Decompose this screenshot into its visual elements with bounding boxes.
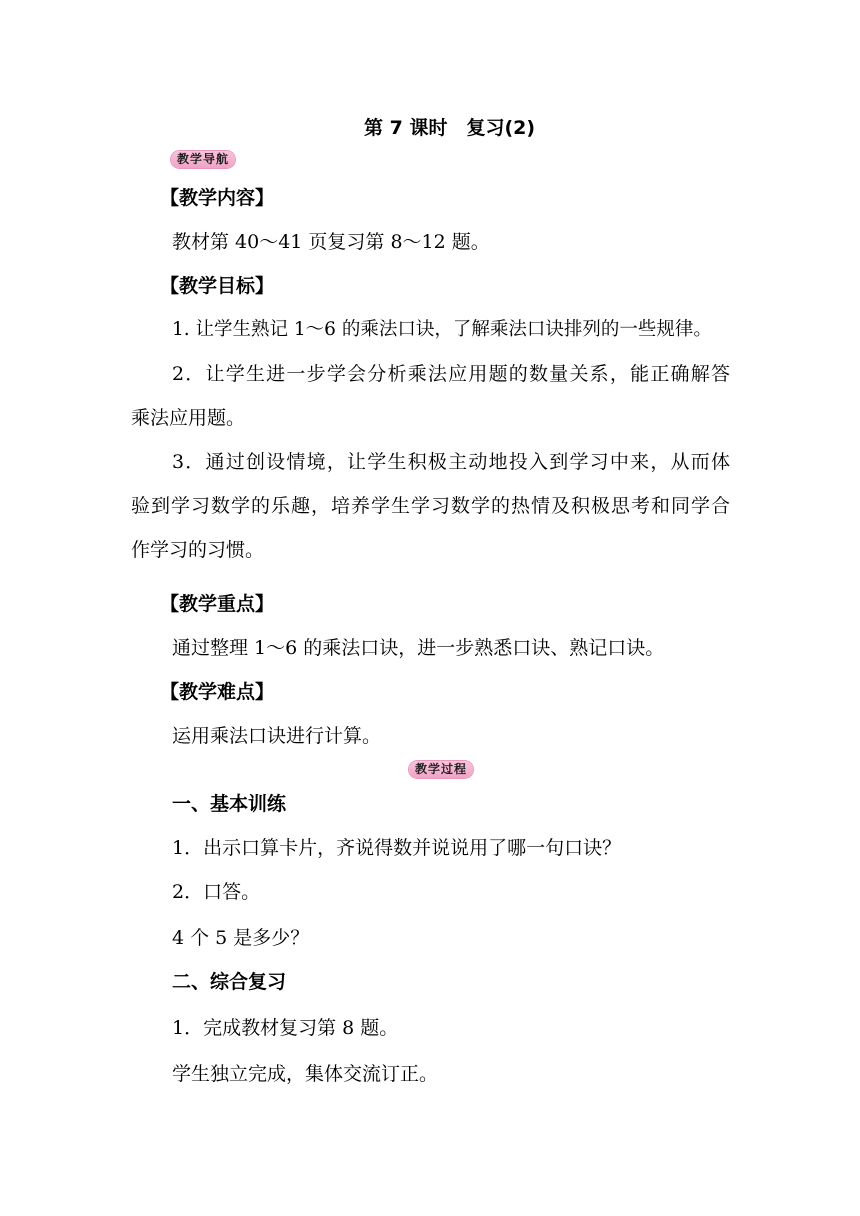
- content-text: 教材第 40～41 页复习第 8～12 题。: [172, 231, 490, 253]
- part-2-item-2: 学生独立完成，集体交流订正。: [172, 1063, 439, 1085]
- key-points-heading: 【教学重点】: [160, 593, 275, 615]
- part-1-item-2: 2．口答。: [172, 881, 261, 903]
- badge-teaching-navigation: 教学导航: [171, 151, 235, 168]
- lesson-title: 第 7 课时 复习(2): [364, 117, 536, 139]
- content-heading: 【教学内容】: [160, 187, 275, 209]
- part-1-item-3: 4 个 5 是多少？: [172, 927, 310, 949]
- goal-3-line-2: 验到学习数学的乐趣，培养学生学习数学的热情及积极思考和同学合: [131, 495, 730, 517]
- goal-2-line-2: 乘法应用题。: [131, 407, 246, 429]
- part-1-item-1: 1．出示口算卡片，齐说得数并说说用了哪一句口诀？: [172, 837, 622, 859]
- part-2-heading: 二、综合复习: [172, 971, 287, 993]
- part-1-heading: 一、基本训练: [172, 793, 287, 815]
- part-2-item-1: 1．完成教材复习第 8 题。: [172, 1017, 399, 1039]
- goal-1: 1. 让学生熟记 1～6 的乘法口诀，了解乘法口诀排列的一些规律。: [172, 319, 712, 340]
- goals-heading: 【教学目标】: [160, 275, 275, 297]
- key-points-text: 通过整理 1～6 的乘法口诀，进一步熟悉口诀、熟记口诀。: [172, 637, 665, 659]
- badge-teaching-process: 教学过程: [409, 761, 473, 778]
- goal-3-line-3: 作学习的习惯。: [131, 539, 265, 561]
- difficulty-text: 运用乘法口诀进行计算。: [172, 725, 382, 747]
- goal-2-line-1: 2．让学生进一步学会分析乘法应用题的数量关系，能正确解答: [172, 363, 730, 385]
- goal-3-line-1: 3．通过创设情境，让学生积极主动地投入到学习中来，从而体: [172, 451, 730, 473]
- difficulty-heading: 【教学难点】: [160, 681, 275, 703]
